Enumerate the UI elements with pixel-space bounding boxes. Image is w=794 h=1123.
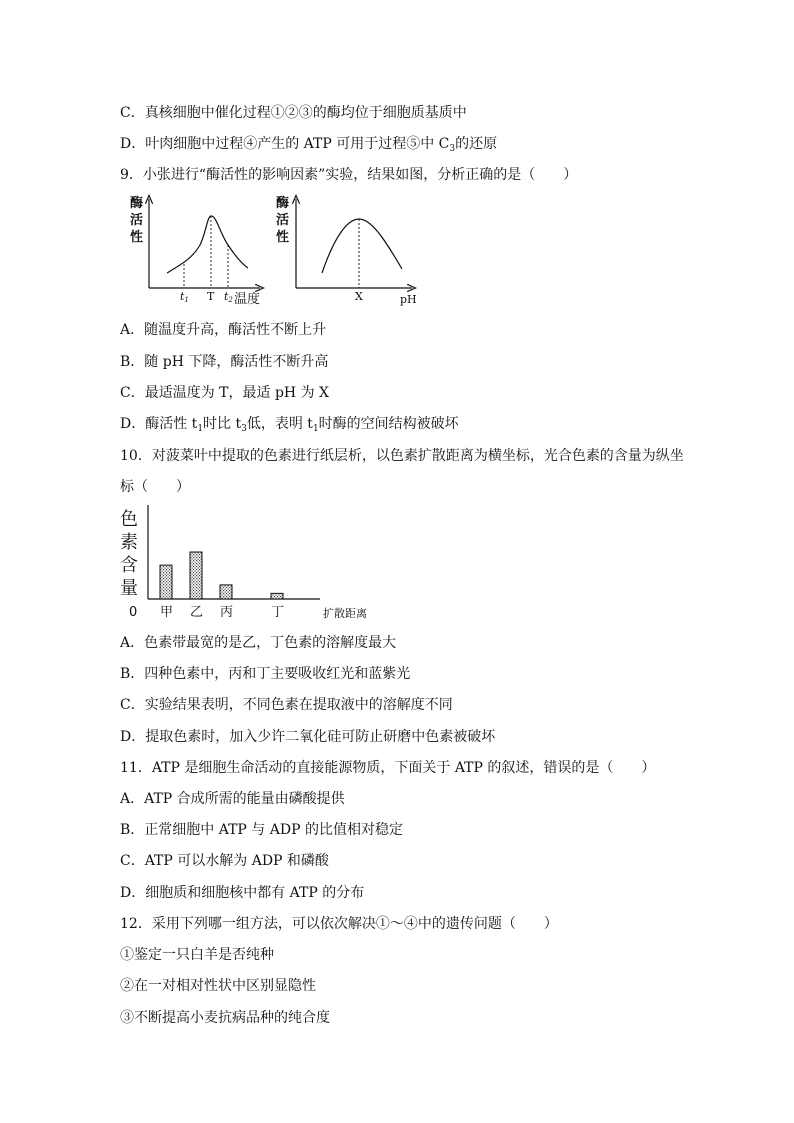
temp-ylabel-1: 酶 [130,196,144,211]
ph-tick-X: X [355,290,363,303]
q8-option-d [120,135,497,158]
q9-option-a: A．随温度升高，酶活性不断上升 [120,322,327,338]
q11-stem: 11．ATP 是细胞生命活动的直接能源物质，下面关于 ATP 的叙述，错误的是（ ） [120,760,656,776]
ph-ylabel-3: 性 [276,230,290,245]
q11-option-a: A．ATP 合成所需的能量由磷酸提供 [120,791,345,807]
bars-group [160,552,283,599]
q11-option-b: B．正常细胞中 ATP 与 ADP 的比值相对稳定 [120,822,403,838]
bar-ylabel-1: 色 [120,509,138,530]
temp-xlabel: 温度 [234,292,261,307]
temp-ylabel-2: 活 [130,213,144,228]
q9-stem: 9．小张进行“酶活性的影响因素”实验，结果如图，分析正确的是（ ） [120,167,578,183]
q8d-text-2: 的还原 [455,136,498,152]
bar-丁 [271,593,283,599]
q8d-text-1: D．叶肉细胞中过程④产生的 ATP 可用于过程⑤中 C [120,136,450,152]
q12-item-2: ②在一对相对性状中区别显隐性 [120,978,316,994]
q10-option-d: D．提取色素时，加入少许二氧化硅可防止研磨中色素被破坏 [120,729,496,745]
q10-stem-line1: 10．对菠菜叶中提取的色素进行纸层析，以色素扩散距离为横坐标，光合色素的含量为纵坐 [120,448,684,464]
ph-ylabel-2: 活 [276,213,290,228]
q12-item-1: ①鉴定一只白羊是否纯种 [120,947,274,963]
q10-stem-line2: 标（ ） [120,479,190,495]
q9d-text-2: 时比 t [203,416,242,432]
q11-option-d: D．细胞质和细胞核中都有 ATP 的分布 [120,885,365,901]
temp-tick-t1: t1 [180,290,189,304]
q9d-text-4: 时酶的空间结构被破坏 [318,416,459,432]
temp-curve [167,216,248,273]
q11-option-c: C．ATP 可以水解为 ADP 和磷酸 [120,853,329,869]
bar-xlabel: 扩散距离 [323,607,367,620]
bar-label-甲: 甲 [160,605,174,620]
bar-ylabel-4: 量 [120,578,138,599]
temperature-chart [120,193,270,310]
ph-xlabel: pH [400,293,417,306]
q9d-sub-3: 1 [312,424,319,434]
ph-curve [322,219,402,273]
bar-ylabel-3: 含 [120,555,138,576]
q9d-text-1: D．酶活性 t [120,416,198,432]
temp-tick-T: T [207,290,215,303]
bar-ylabel-2: 素 [120,532,138,553]
temp-ylabel-3: 性 [130,230,144,245]
q9-option-b: B．随 pH 下降，酶活性不断升高 [120,354,329,370]
bar-甲 [160,565,172,599]
bar-label-丙: 丙 [220,605,234,620]
q10-option-a: A．色素带最宽的是乙，丁色素的溶解度最大 [120,635,397,651]
q12-stem: 12．采用下列哪一组方法，可以依次解决①～④中的遗传问题（ ） [120,916,558,932]
q10-option-c: C．实验结果表明，不同色素在提取液中的溶解度不同 [120,697,453,713]
bar-label-丁: 丁 [271,605,285,620]
q9d-sub-2: 3 [241,424,247,434]
q10-option-b: B．四种色素中，丙和丁主要吸收红光和蓝紫光 [120,666,411,682]
ph-ylabel-1: 酶 [276,196,290,211]
pigment-bar-chart [118,503,388,621]
bar-labels-group [160,605,284,620]
q9d-sub-1: 1 [197,424,204,434]
bar-origin-label: 0 [129,605,138,620]
bar-label-乙: 乙 [190,605,204,620]
q9-option-c: C．最适温度为 T，最适 pH 为 X [120,385,329,401]
bar-丙 [220,585,232,599]
q12-item-3: ③不断提高小麦抗病品种的纯合度 [120,1010,330,1026]
q8d-subscript: 3 [449,144,456,154]
bar-乙 [190,552,202,599]
temp-tick-t2: t2 [224,290,233,304]
q8-option-c: C．真核细胞中催化过程①②③的酶均位于细胞质基质中 [120,105,467,121]
ph-chart [272,193,422,310]
q9d-text-3: 低，表明 t [246,416,313,432]
q9-option-d [120,415,459,438]
